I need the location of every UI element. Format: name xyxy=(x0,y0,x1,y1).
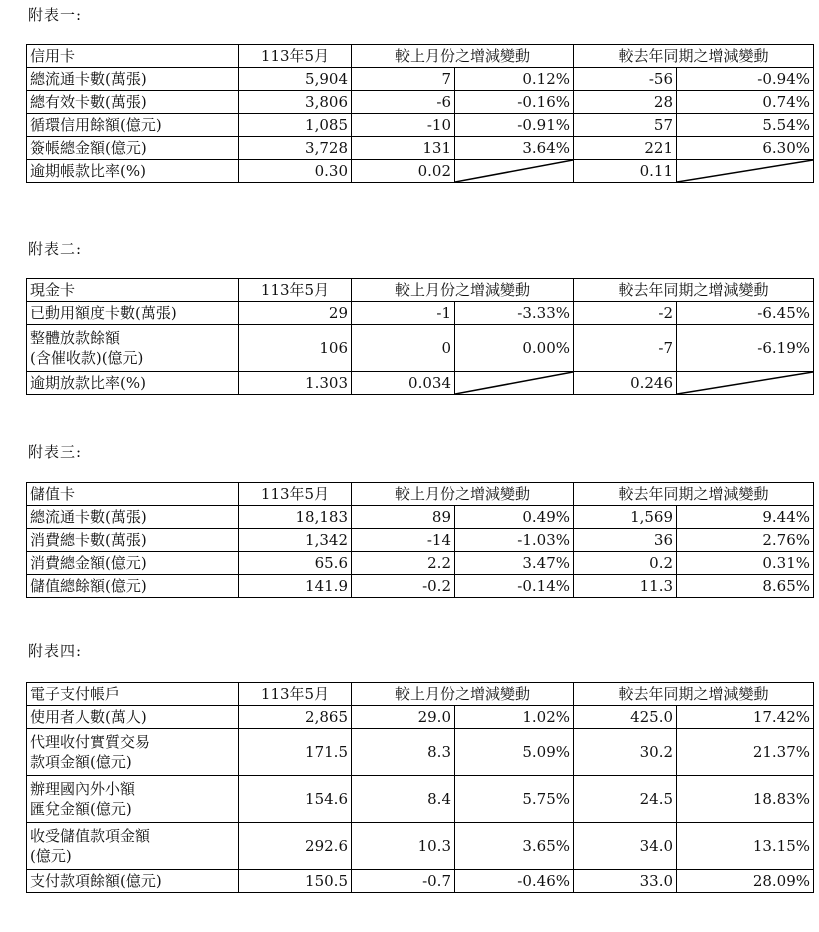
value-cell: 0.246 xyxy=(574,372,677,395)
value-cell: 292.6 xyxy=(239,823,352,870)
table-row xyxy=(27,575,814,598)
header-cell: 較去年同期之增減變動 xyxy=(574,279,814,302)
value-cell: -0.94% xyxy=(677,68,814,91)
value-cell: 1.02% xyxy=(455,706,574,729)
row-label-line: 消費總卡數(萬張) xyxy=(30,530,147,549)
value-cell: 1,085 xyxy=(239,114,352,137)
value-cell: -1 xyxy=(352,302,455,325)
value-cell: 10.3 xyxy=(352,823,455,870)
value-cell: 29 xyxy=(239,302,352,325)
value-cell: 8.4 xyxy=(352,776,455,823)
row-label-line: 逾期帳款比率(%) xyxy=(30,161,146,180)
value-cell: 0.2 xyxy=(574,552,677,575)
row-label xyxy=(27,302,239,325)
value-cell: 171.5 xyxy=(239,729,352,776)
table3-caption: 附表三: xyxy=(28,443,83,461)
value-cell: 7 xyxy=(352,68,455,91)
value-cell: -56 xyxy=(574,68,677,91)
header-cell: 較去年同期之增減變動 xyxy=(574,683,814,706)
table-row xyxy=(27,552,814,575)
header-cell: 113年5月 xyxy=(239,45,352,68)
row-label-line: 循環信用餘額(億元) xyxy=(30,115,162,134)
header-cell: 較上月份之增減變動 xyxy=(352,483,574,506)
value-cell: -6.45% xyxy=(677,302,814,325)
value-cell: 3.65% xyxy=(455,823,574,870)
table-row xyxy=(27,302,814,325)
header-cell: 較上月份之增減變動 xyxy=(352,45,574,68)
value-cell: 89 xyxy=(352,506,455,529)
row-label-line: 總流通卡數(萬張) xyxy=(30,69,147,88)
value-cell: 1,569 xyxy=(574,506,677,529)
value-cell: 29.0 xyxy=(352,706,455,729)
row-label xyxy=(27,137,239,160)
value-cell: -0.91% xyxy=(455,114,574,137)
value-cell: -1.03% xyxy=(455,529,574,552)
row-label xyxy=(27,68,239,91)
row-label-line: (億元) xyxy=(30,847,72,865)
value-cell: 34.0 xyxy=(574,823,677,870)
value-cell: 3,728 xyxy=(239,137,352,160)
table-row xyxy=(27,91,814,114)
value-cell: 11.3 xyxy=(574,575,677,598)
value-cell: -6.19% xyxy=(677,325,814,372)
value-cell: 1,342 xyxy=(239,529,352,552)
value-cell: -14 xyxy=(352,529,455,552)
table-row xyxy=(27,114,814,137)
header-row xyxy=(27,683,814,706)
value-cell: -0.16% xyxy=(455,91,574,114)
row-label xyxy=(27,506,239,529)
value-cell: 141.9 xyxy=(239,575,352,598)
value-cell: 154.6 xyxy=(239,776,352,823)
table-row xyxy=(27,68,814,91)
row-label-line: 收受儲值款項金額 xyxy=(30,827,151,845)
value-cell: 2.76% xyxy=(677,529,814,552)
value-cell: 0 xyxy=(352,325,455,372)
value-cell: 106 xyxy=(239,325,352,372)
row-label-line: 代理收付實質交易 xyxy=(30,733,151,751)
value-cell: 30.2 xyxy=(574,729,677,776)
header-cell: 113年5月 xyxy=(239,483,352,506)
table-row xyxy=(27,706,814,729)
row-label xyxy=(27,706,239,729)
diagonal-line xyxy=(455,160,573,182)
value-cell: 3,806 xyxy=(239,91,352,114)
table-row xyxy=(27,506,814,529)
value-cell: 150.5 xyxy=(239,870,352,893)
row-label-line: 整體放款餘額 xyxy=(30,329,121,347)
empty-diagonal-cell xyxy=(677,160,814,183)
value-cell: 57 xyxy=(574,114,677,137)
value-cell: -0.7 xyxy=(352,870,455,893)
row-label-line: 總有效卡數(萬張) xyxy=(30,92,147,111)
diagonal-line xyxy=(677,372,813,394)
value-cell: 28.09% xyxy=(677,870,814,893)
row-label xyxy=(27,160,239,183)
value-cell: -0.2 xyxy=(352,575,455,598)
value-cell: 131 xyxy=(352,137,455,160)
value-cell: 0.30 xyxy=(239,160,352,183)
row-label-line: 款項金額(億元) xyxy=(30,753,132,771)
empty-diagonal-cell xyxy=(455,372,574,395)
row-label xyxy=(27,776,239,823)
row-label-line: 消費總金額(億元) xyxy=(30,553,147,572)
value-cell: 425.0 xyxy=(574,706,677,729)
value-cell: 0.11 xyxy=(574,160,677,183)
value-cell: -6 xyxy=(352,91,455,114)
value-cell: -3.33% xyxy=(455,302,574,325)
value-cell: 6.30% xyxy=(677,137,814,160)
value-cell: 0.74% xyxy=(677,91,814,114)
value-cell: 5.09% xyxy=(455,729,574,776)
row-label xyxy=(27,91,239,114)
row-label xyxy=(27,114,239,137)
row-label-line: (含催收款)(億元) xyxy=(30,349,144,367)
table-row xyxy=(27,325,814,372)
table-row xyxy=(27,729,814,776)
row-label-line: 逾期放款比率(%) xyxy=(30,373,146,392)
value-cell: 9.44% xyxy=(677,506,814,529)
value-cell: -2 xyxy=(574,302,677,325)
row-label-line: 總流通卡數(萬張) xyxy=(30,507,147,526)
table-row xyxy=(27,137,814,160)
row-label xyxy=(27,325,239,372)
header-cell: 113年5月 xyxy=(239,683,352,706)
header-cell: 信用卡 xyxy=(27,45,239,68)
table-row xyxy=(27,160,814,183)
value-cell: 0.02 xyxy=(352,160,455,183)
table-row xyxy=(27,372,814,395)
header-cell: 較去年同期之增減變動 xyxy=(574,483,814,506)
value-cell: 13.15% xyxy=(677,823,814,870)
row-label-line: 儲值總餘額(億元) xyxy=(30,576,147,595)
table1-caption: 附表一: xyxy=(28,6,83,24)
value-cell: 0.31% xyxy=(677,552,814,575)
value-cell: 28 xyxy=(574,91,677,114)
value-cell: 221 xyxy=(574,137,677,160)
table2-caption: 附表二: xyxy=(28,240,83,258)
value-cell: 0.00% xyxy=(455,325,574,372)
row-label xyxy=(27,823,239,870)
value-cell: 21.37% xyxy=(677,729,814,776)
value-cell: 8.3 xyxy=(352,729,455,776)
header-cell: 113年5月 xyxy=(239,279,352,302)
table-row xyxy=(27,823,814,870)
empty-diagonal-cell xyxy=(677,372,814,395)
row-label xyxy=(27,575,239,598)
value-cell: 5,904 xyxy=(239,68,352,91)
value-cell: -0.14% xyxy=(455,575,574,598)
value-cell: 17.42% xyxy=(677,706,814,729)
value-cell: 0.49% xyxy=(455,506,574,529)
row-label-line: 辦理國內外小額 xyxy=(30,780,136,798)
row-label-line: 已動用額度卡數(萬張) xyxy=(30,303,177,322)
credit-card-table xyxy=(26,44,814,183)
table4-caption: 附表四: xyxy=(28,642,83,660)
cash-card-table xyxy=(26,278,814,395)
header-cell: 電子支付帳戶 xyxy=(27,683,239,706)
row-label-line: 匯兌金額(億元) xyxy=(30,800,132,818)
e-payment-account-table xyxy=(26,682,814,893)
stored-value-card-table xyxy=(26,482,814,598)
header-cell: 較去年同期之增減變動 xyxy=(574,45,814,68)
row-label-line: 支付款項餘額(億元) xyxy=(30,871,162,890)
header-cell: 較上月份之增減變動 xyxy=(352,683,574,706)
header-cell: 現金卡 xyxy=(27,279,239,302)
value-cell: 5.54% xyxy=(677,114,814,137)
row-label xyxy=(27,870,239,893)
value-cell: 18,183 xyxy=(239,506,352,529)
value-cell: 3.47% xyxy=(455,552,574,575)
table-row xyxy=(27,529,814,552)
value-cell: 2.2 xyxy=(352,552,455,575)
header-row xyxy=(27,279,814,302)
row-label xyxy=(27,552,239,575)
diagonal-line xyxy=(677,160,813,182)
diagonal-line xyxy=(455,372,573,394)
value-cell: 3.64% xyxy=(455,137,574,160)
value-cell: 0.034 xyxy=(352,372,455,395)
value-cell: 2,865 xyxy=(239,706,352,729)
value-cell: 1.303 xyxy=(239,372,352,395)
value-cell: 18.83% xyxy=(677,776,814,823)
row-label-line: 使用者人數(萬人) xyxy=(30,707,147,726)
header-cell: 儲值卡 xyxy=(27,483,239,506)
value-cell: 0.12% xyxy=(455,68,574,91)
row-label xyxy=(27,729,239,776)
empty-diagonal-cell xyxy=(455,160,574,183)
value-cell: -7 xyxy=(574,325,677,372)
table-row xyxy=(27,776,814,823)
value-cell: 33.0 xyxy=(574,870,677,893)
value-cell: -0.46% xyxy=(455,870,574,893)
value-cell: 8.65% xyxy=(677,575,814,598)
row-label xyxy=(27,372,239,395)
table-row xyxy=(27,870,814,893)
value-cell: -10 xyxy=(352,114,455,137)
header-row xyxy=(27,45,814,68)
value-cell: 24.5 xyxy=(574,776,677,823)
value-cell: 5.75% xyxy=(455,776,574,823)
header-row xyxy=(27,483,814,506)
header-cell: 較上月份之增減變動 xyxy=(352,279,574,302)
row-label xyxy=(27,529,239,552)
row-label-line: 簽帳總金額(億元) xyxy=(30,138,147,157)
value-cell: 36 xyxy=(574,529,677,552)
value-cell: 65.6 xyxy=(239,552,352,575)
